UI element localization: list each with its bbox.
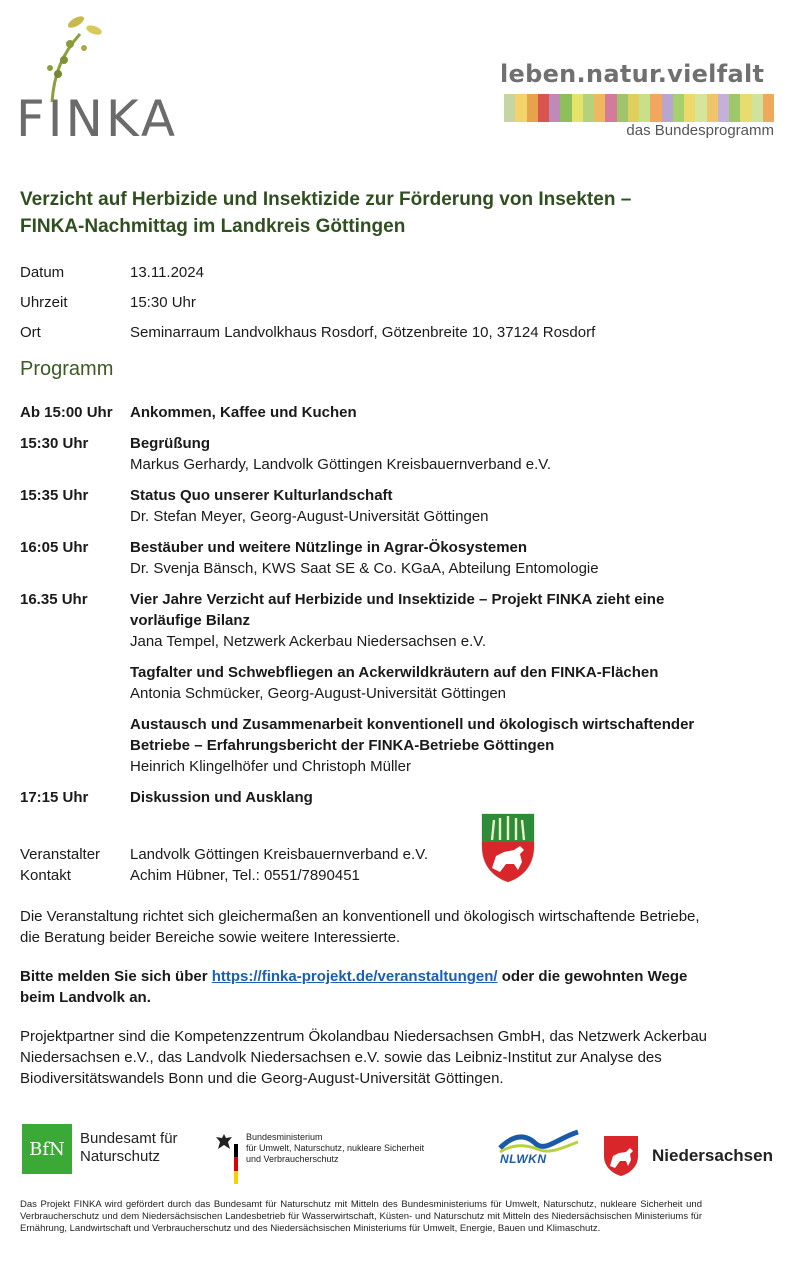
lnv-color-bar bbox=[515, 94, 526, 122]
eagle-icon bbox=[214, 1132, 234, 1152]
bfn-line: Bundesamt für bbox=[80, 1130, 178, 1147]
programm-time: 15:35 Uhr bbox=[20, 487, 89, 504]
programm-subitem bbox=[130, 714, 720, 777]
registration-text-pre: Bitte melden Sie sich über bbox=[20, 968, 212, 985]
niedersachsen-horse-icon bbox=[602, 1134, 640, 1176]
title-line-1: Verzicht auf Herbizide und Insektizide zur Förderung von Insekten – bbox=[20, 189, 632, 210]
title-line-2: FINKA-Nachmittag im Landkreis Göttingen bbox=[20, 216, 406, 237]
lnv-color-bar bbox=[707, 94, 718, 122]
programm-subitem bbox=[130, 662, 720, 704]
programm-speaker: Dr. Svenja Bänsch, KWS Saat SE & Co. KGaA, Abteilung Entomologie bbox=[130, 560, 599, 577]
nlwkn-text: NLWKN bbox=[500, 1152, 547, 1166]
programm-title: Diskussion und Ausklang bbox=[130, 789, 313, 806]
programm-speaker: Antonia Schmücker, Georg-August-Universität Göttingen bbox=[130, 685, 507, 702]
niedersachsen-text: Niedersachsen bbox=[652, 1146, 773, 1165]
detail-value: Seminarraum Landvolkhaus Rosdorf, Götzenbreite 10, 37124 Rosdorf bbox=[130, 323, 596, 341]
contact-row bbox=[20, 865, 480, 886]
lnv-wordmark: leben.natur.vielfalt bbox=[500, 60, 765, 88]
german-flag-icon bbox=[234, 1144, 238, 1184]
lnv-color-bar bbox=[538, 94, 549, 122]
niedersachsen-logo bbox=[602, 1134, 782, 1178]
detail-value: 13.11.2024 bbox=[130, 263, 204, 281]
bmu-text bbox=[246, 1132, 424, 1165]
lnv-color-bar bbox=[560, 94, 571, 122]
programm-speaker: Jana Tempel, Netzwerk Ackerbau Niedersachsen e.V. bbox=[130, 633, 487, 650]
bmu-line: und Verbraucherschutz bbox=[246, 1154, 339, 1164]
bmu-line: für Umwelt, Naturschutz, nukleare Sicherheit bbox=[246, 1143, 425, 1153]
funding-fineprint: Das Projekt FINKA wird gefördert durch das Bundesamt für Naturschutz mit Mitteln des Bundesministeriums für Umwelt, Naturschutz, nukleare Sicherheit und Verbraucherschutz und dem Niedersächsischen Landesbetrieb für Wasserwirtschaft, Küsten- und Naturschutz mit Mitteln des Niedersächsischen Ministeriums für Ernährung, Landwirtschaft und Verbraucherschutz und des Niedersächsischen Ministeriums für Umwelt, Energie, Bauen und Klimaschutz. bbox=[20, 1199, 702, 1234]
detail-row-time bbox=[20, 287, 720, 317]
programm-list bbox=[20, 402, 720, 818]
organizer-row bbox=[20, 844, 480, 865]
lnv-color-bar bbox=[718, 94, 729, 122]
lnv-color-bar bbox=[617, 94, 628, 122]
organizer-label: Veranstalter bbox=[20, 846, 101, 863]
programm-title: Ankommen, Kaffee und Kuchen bbox=[130, 404, 357, 421]
lnv-color-bar bbox=[639, 94, 650, 122]
programm-title: Tagfalter und Schwebfliegen an Ackerwildkräutern auf den FINKA-Flächen bbox=[130, 664, 659, 681]
lnv-color-bar bbox=[594, 94, 605, 122]
registration-paragraph bbox=[20, 966, 710, 1008]
detail-row-location bbox=[20, 317, 720, 347]
programm-title: Vier Jahre Verzicht auf Herbizide und Insektizide – Projekt FINKA zieht eine vorläufige Bilanz bbox=[130, 591, 665, 629]
bmu-logo bbox=[214, 1130, 434, 1186]
registration-link[interactable]: https://finka-projekt.de/veranstaltungen/ bbox=[211, 968, 498, 985]
programm-title: Austausch und Zusammenarbeit konventionell und ökologisch wirtschaftender Betriebe – Erfahrungsbericht der FINKA-Betriebe Göttingen bbox=[130, 716, 695, 754]
programm-heading: Programm bbox=[20, 358, 114, 380]
programm-title: Status Quo unserer Kulturlandschaft bbox=[130, 487, 393, 504]
lnv-color-bar bbox=[628, 94, 639, 122]
detail-label: Uhrzeit bbox=[20, 293, 68, 311]
programm-time: 16:05 Uhr bbox=[20, 539, 89, 556]
detail-value: 15:30 Uhr bbox=[130, 293, 196, 311]
contact-value: Achim Hübner, Tel.: 0551/7890451 bbox=[130, 867, 360, 884]
programm-speaker: Heinrich Klingelhöfer und Christoph Müller bbox=[130, 758, 411, 775]
programm-item bbox=[20, 537, 720, 579]
lnv-color-bars bbox=[504, 94, 774, 122]
programm-item bbox=[20, 402, 720, 423]
programm-speaker: Dr. Stefan Meyer, Georg-August-Universität Göttingen bbox=[130, 508, 489, 525]
bmu-line: Bundesministerium bbox=[246, 1132, 323, 1142]
lnv-color-bar bbox=[752, 94, 763, 122]
bfn-line: Naturschutz bbox=[80, 1148, 161, 1165]
programm-title: Begrüßung bbox=[130, 435, 210, 452]
lnv-color-bar bbox=[583, 94, 594, 122]
lnv-color-bar bbox=[527, 94, 538, 122]
detail-row-date bbox=[20, 257, 720, 287]
programm-time: 16.35 Uhr bbox=[20, 591, 88, 608]
organizer-block bbox=[20, 844, 480, 886]
nlwkn-logo bbox=[496, 1128, 582, 1170]
programm-item bbox=[20, 589, 720, 777]
finka-wordmark: FINKA bbox=[16, 90, 179, 148]
lnv-color-bar bbox=[572, 94, 583, 122]
landvolk-crest-icon bbox=[478, 812, 538, 884]
leben-natur-vielfalt-logo bbox=[500, 60, 778, 144]
programm-time: Ab 15:00 Uhr bbox=[20, 404, 113, 421]
lnv-color-bar bbox=[684, 94, 695, 122]
programm-title: Bestäuber und weitere Nützlinge in Agrar-Ökosystemen bbox=[130, 539, 528, 556]
programm-item bbox=[20, 485, 720, 527]
lnv-color-bar bbox=[650, 94, 661, 122]
programm-item bbox=[20, 787, 720, 808]
lnv-color-bar bbox=[605, 94, 616, 122]
bfn-logo bbox=[22, 1124, 222, 1176]
programm-speaker: Markus Gerhardy, Landvolk Göttingen Kreisbauernverband e.V. bbox=[130, 456, 552, 473]
detail-label: Datum bbox=[20, 263, 65, 281]
lnv-color-bar bbox=[673, 94, 684, 122]
detail-label: Ort bbox=[20, 323, 41, 341]
lnv-color-bar bbox=[549, 94, 560, 122]
page-title bbox=[20, 186, 720, 240]
programm-time: 15:30 Uhr bbox=[20, 435, 89, 452]
lnv-color-bar bbox=[662, 94, 673, 122]
programm-item bbox=[20, 433, 720, 475]
finka-logo bbox=[14, 14, 184, 148]
bfn-mark: BfN bbox=[22, 1124, 72, 1174]
audience-paragraph: Die Veranstaltung richtet sich gleichermaßen an konventionell und ökologisch wirtschaftende Betriebe, die Beratung beider Bereiche sowie weitere Interessierte. bbox=[20, 908, 700, 946]
lnv-color-bar bbox=[695, 94, 706, 122]
lnv-color-bar bbox=[504, 94, 515, 122]
lnv-subtitle: das Bundesprogramm bbox=[626, 122, 774, 139]
event-details bbox=[20, 257, 720, 347]
contact-label: Kontakt bbox=[20, 867, 71, 884]
lnv-color-bar bbox=[740, 94, 751, 122]
wave-icon bbox=[496, 1128, 582, 1154]
registration-text-post: oder die gewohnten Wege beim Landvolk an. bbox=[20, 968, 688, 1006]
programm-time: 17:15 Uhr bbox=[20, 789, 89, 806]
lnv-color-bar bbox=[763, 94, 774, 122]
organizer-value: Landvolk Göttingen Kreisbauernverband e.V. bbox=[130, 846, 428, 863]
bfn-text bbox=[80, 1130, 178, 1166]
partners-paragraph: Projektpartner sind die Kompetenzzentrum Ökolandbau Niedersachsen GmbH, das Netzwerk Ackerbau Niedersachsen e.V., das Landvolk Niedersachsen e.V. sowie das Leibniz-Institut zur Analyse des Biodiversitätswandels Bonn und die Georg-August-Universität Göttingen. bbox=[20, 1028, 708, 1087]
lnv-color-bar bbox=[729, 94, 740, 122]
